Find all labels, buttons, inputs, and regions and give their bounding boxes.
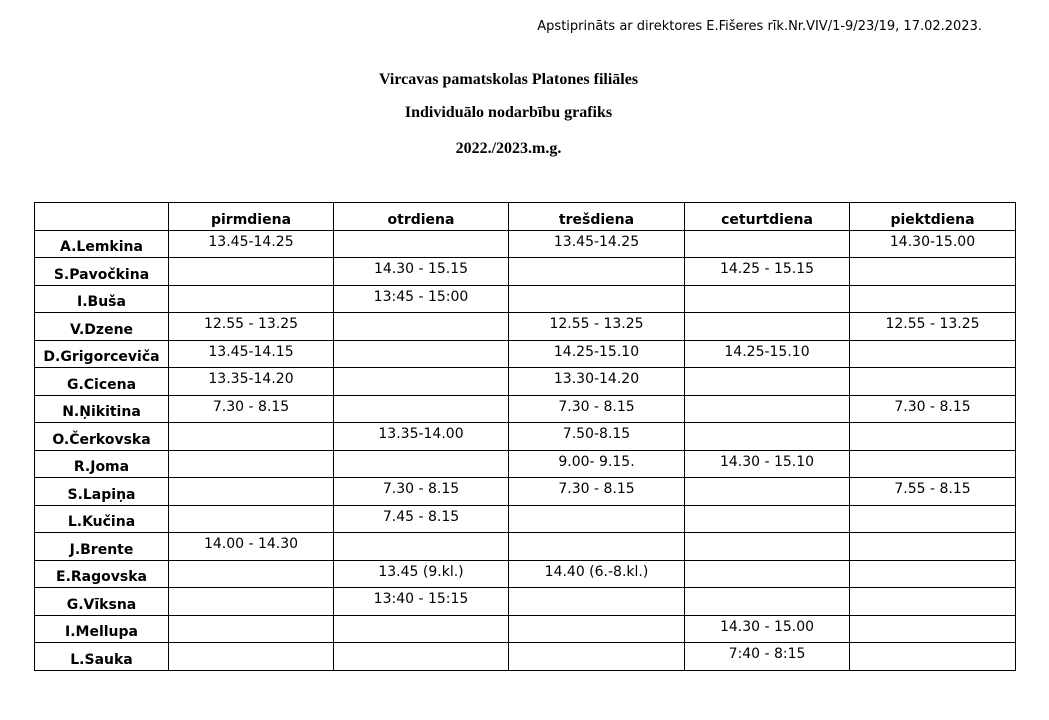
table-row [35,258,1016,286]
teacher-name: G.Cicena [35,368,169,396]
table-row [35,395,1016,423]
teacher-name: E.Ragovska [35,560,169,588]
schedule-body [35,230,1016,670]
time-slot-cell: 7.55 - 8.15 [850,478,1016,506]
header-row [35,203,1016,231]
time-slot-cell: 12.55 - 13.25 [169,313,334,341]
table-row [35,560,1016,588]
time-slot-cell: 14.30 - 15.00 [685,615,850,643]
time-slot-cell [334,395,509,423]
time-slot-cell [169,643,334,671]
time-slot-cell [169,615,334,643]
time-slot-cell [169,258,334,286]
teacher-name: I.Mellupa [35,615,169,643]
time-slot-cell [685,395,850,423]
time-slot-cell [850,560,1016,588]
time-slot-cell [169,505,334,533]
table-row [35,478,1016,506]
time-slot-cell [850,285,1016,313]
time-slot-cell: 14.00 - 14.30 [169,533,334,561]
time-slot-cell [850,615,1016,643]
table-row [35,588,1016,616]
time-slot-cell [509,533,685,561]
table-row [35,643,1016,671]
teacher-name: I.Buša [35,285,169,313]
time-slot-cell: 7.30 - 8.15 [509,478,685,506]
time-slot-cell: 12.55 - 13.25 [850,313,1016,341]
time-slot-cell: 7.30 - 8.15 [169,395,334,423]
schedule-table [34,202,1016,671]
time-slot-cell [850,423,1016,451]
table-row [35,285,1016,313]
time-slot-cell [509,285,685,313]
school-year: 2022./2023.m.g. [455,140,562,157]
teacher-name: S.Lapiņa [35,478,169,506]
time-slot-cell [850,258,1016,286]
time-slot-cell [685,588,850,616]
time-slot-cell [334,450,509,478]
time-slot-cell [169,423,334,451]
time-slot-cell: 7.30 - 8.15 [509,395,685,423]
teacher-name: L.Kučina [35,505,169,533]
time-slot-cell: 13:45 - 15:00 [334,285,509,313]
time-slot-cell: 13.45-14.15 [169,340,334,368]
table-row [35,368,1016,396]
time-slot-cell [850,505,1016,533]
time-slot-cell: 7.50-8.15 [509,423,685,451]
time-slot-cell [334,615,509,643]
time-slot-cell [169,588,334,616]
time-slot-cell [509,505,685,533]
time-slot-cell [685,230,850,258]
time-slot-cell [685,423,850,451]
time-slot-cell [685,285,850,313]
teacher-name: R.Joma [35,450,169,478]
time-slot-cell: 12.55 - 13.25 [509,313,685,341]
table-row [35,533,1016,561]
time-slot-cell [685,533,850,561]
time-slot-cell [334,340,509,368]
time-slot-cell: 14.25-15.10 [685,340,850,368]
time-slot-cell [169,560,334,588]
time-slot-cell: 9.00- 9.15. [509,450,685,478]
time-slot-cell [850,533,1016,561]
column-header [35,203,169,231]
time-slot-cell [509,643,685,671]
column-header-monday: pirmdiena [169,203,334,231]
column-header-thursday: ceturtdiena [685,203,850,231]
time-slot-cell: 14.30-15.00 [850,230,1016,258]
table-row [35,423,1016,451]
time-slot-cell [685,505,850,533]
table-row [35,615,1016,643]
time-slot-cell: 14.40 (6.-8.kl.) [509,560,685,588]
time-slot-cell [850,643,1016,671]
time-slot-cell [685,478,850,506]
teacher-name: S.Pavočkina [35,258,169,286]
time-slot-cell [509,615,685,643]
teacher-name: A.Lemkina [35,230,169,258]
time-slot-cell [850,340,1016,368]
time-slot-cell [169,478,334,506]
time-slot-cell [850,368,1016,396]
time-slot-cell: 13.45-14.25 [169,230,334,258]
time-slot-cell: 13:40 - 15:15 [334,588,509,616]
time-slot-cell: 13.35-14.00 [334,423,509,451]
time-slot-cell: 14.25-15.10 [509,340,685,368]
time-slot-cell [169,450,334,478]
table-row [35,313,1016,341]
teacher-name: O.Čerkovska [35,423,169,451]
time-slot-cell [685,313,850,341]
teacher-name: D.Grigorceviča [35,340,169,368]
time-slot-cell [169,285,334,313]
column-header-tuesday: otrdiena [334,203,509,231]
time-slot-cell: 7.30 - 8.15 [334,478,509,506]
time-slot-cell: 14.25 - 15.15 [685,258,850,286]
time-slot-cell: 13.30-14.20 [509,368,685,396]
time-slot-cell: 13.35-14.20 [169,368,334,396]
time-slot-cell [334,313,509,341]
column-header-wednesday: trešdiena [509,203,685,231]
approval-note: Apstiprināts ar direktores E.Fišeres rīk.Nr.VIV/1-9/23/19, 17.02.2023. [537,19,982,34]
time-slot-cell: 13.45-14.25 [509,230,685,258]
time-slot-cell [850,450,1016,478]
time-slot-cell [334,533,509,561]
table-row [35,340,1016,368]
table-row [35,450,1016,478]
school-title: Vircavas pamatskolas Platones filiāles [378,71,639,88]
time-slot-cell [685,560,850,588]
time-slot-cell: 14.30 - 15.10 [685,450,850,478]
time-slot-cell [685,368,850,396]
time-slot-cell: 13.45 (9.kl.) [334,560,509,588]
time-slot-cell [850,588,1016,616]
time-slot-cell: 7.45 - 8.15 [334,505,509,533]
time-slot-cell [334,643,509,671]
time-slot-cell: 7:40 - 8:15 [685,643,850,671]
time-slot-cell: 7.30 - 8.15 [850,395,1016,423]
schedule-title: Individuālo nodarbību grafiks [404,104,613,121]
time-slot-cell [509,588,685,616]
table-row [35,505,1016,533]
teacher-name: G.Vīksna [35,588,169,616]
time-slot-cell [334,230,509,258]
table-row [35,230,1016,258]
teacher-name: N.Ņikitina [35,395,169,423]
column-header-friday: piektdiena [850,203,1016,231]
teacher-name: L.Sauka [35,643,169,671]
time-slot-cell [334,368,509,396]
time-slot-cell: 14.30 - 15.15 [334,258,509,286]
time-slot-cell [509,258,685,286]
teacher-name: V.Dzene [35,313,169,341]
teacher-name: J.Brente [35,533,169,561]
